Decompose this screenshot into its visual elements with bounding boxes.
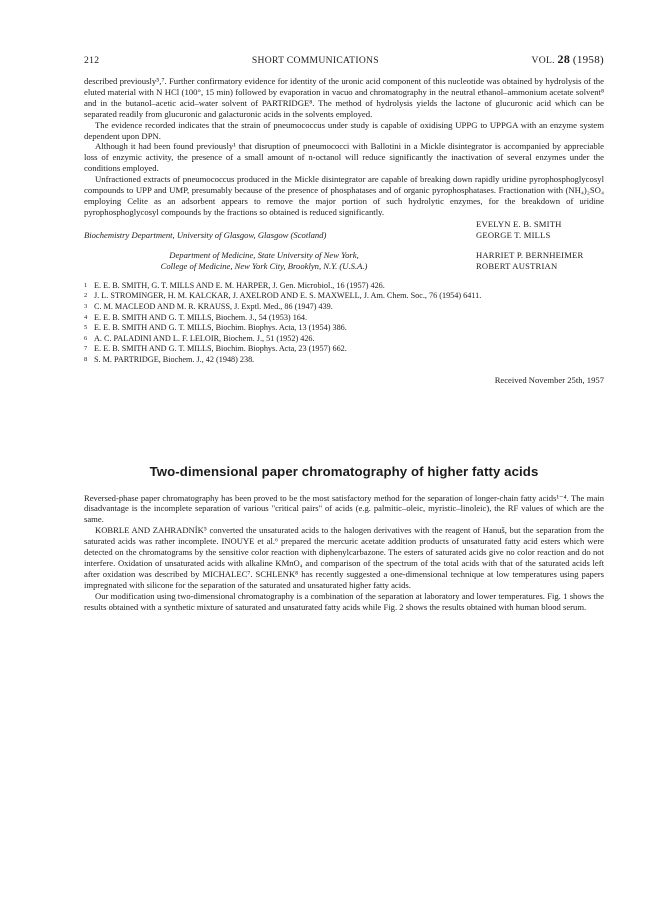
reference-text: J. L. STROMINGER, H. M. KALCKAR, J. AXELROD AND E. S. MAXWELL, J. Am. Chem. Soc., 76 (1954) 6411. — [94, 291, 482, 301]
article1-body — [84, 76, 604, 218]
reference-item — [84, 344, 604, 355]
running-title: SHORT COMMUNICATIONS — [251, 55, 379, 66]
reference-list — [84, 281, 604, 366]
affiliation: Biochemistry Department, University of Glasgow, Glasgow (Scotland) — [84, 229, 327, 240]
article-title: Two-dimensional paper chromatography of higher fatty acids — [149, 463, 539, 479]
reference-number: 8 — [84, 355, 88, 363]
paragraph: described previously⁵,⁷. Further confirmatory evidence for identity of the uronic acid component of this nucleotide was obtained by hydrolysis of the eluted material with N HCl (100°, 15 min) followed by evaporation in vacuo and chromatography in the neutral ethanol–ammonium acetate solvent⁸ and in the butanol–acetic acid–water solvent of PARTRIDGE⁸. The method of hydrolysis yields the lactone of glucuronic acid which can be separated readily from glucuronic and galacturonic acids in the solvents employed. — [84, 76, 604, 119]
page-number: 212 — [84, 55, 100, 66]
reference-number: 6 — [84, 334, 88, 342]
reference-text: E. E. B. SMITH AND G. T. MILLS, Biochem. J., 54 (1953) 164. — [94, 312, 308, 322]
running-header — [84, 52, 604, 67]
reference-item — [84, 313, 604, 324]
reference-item — [84, 291, 604, 302]
paragraph: The evidence recorded indicates that the strain of pneumococcus under study is capable of oxidising UPPG to UPPGA with an enzyme system dependent upon DPN. — [84, 119, 604, 141]
paragraph: KOBRLE AND ZAHRADNÍK⁵ converted the unsaturated acids to the halogen derivatives with the reagent of Hanuš, but the separation from the saturated acids was rather incomplete. INOUYE et al.⁶ prepared the mercuric acetate addition products of unsaturated fatty acid esters which were detected on the chromatograms by the sensitive color reaction with diphenylcarbazone. The esters of saturated acids give no color reaction and do not interfere. Oxidation of unsaturated acids with alkaline KMnO₄ and comparison of the spectrum of the total acids with that of the saturated acids left after oxidation was described by MICHALEC⁷. SCHLENK⁸ has recently suggested a one-dimensional technique at low temperatures using papers impregnated with silicone for the separation of the saturated and unsaturated higher fatty acids. — [84, 525, 604, 590]
reference-item — [84, 323, 604, 334]
article2-body — [84, 493, 604, 613]
reference-text: E. E. B. SMITH, G. T. MILLS AND E. M. HARPER, J. Gen. Microbiol., 16 (1957) 426. — [94, 280, 385, 290]
reference-text: A. C. PALADINI AND L. F. LELOIR, Biochem. J., 51 (1952) 426. — [94, 333, 315, 343]
signature-block-newyork — [84, 250, 604, 272]
journal-page — [84, 0, 604, 613]
reference-text: E. E. B. SMITH AND G. T. MILLS, Biochim. Biophys. Acta, 13 (1954) 386. — [94, 323, 347, 333]
author-name: HARRIET P. BERNHEIMER — [476, 249, 584, 260]
affiliation-line: College of Medicine, New York City, Brooklyn, N.Y. (U.S.A.) — [160, 260, 368, 271]
paragraph: Although it had been found previously¹ that disruption of pneumococci with Ballotini in a Mickle disintegrator is accompanied by appreciable loss of enzymic activity, the presence of a small amount of n-octanol will reduce significantly the inactivation of several enzymes under the conditions employed. — [84, 141, 604, 174]
paragraph: Our modification using two-dimensional chromatography is a combination of the separation at laboratory and lower temperatures. Fig. 1 shows the results obtained with a synthetic mixture of saturated and unsaturated fatty acids while Fig. 2 shows the results obtained with human blood serum. — [84, 590, 604, 612]
reference-item — [84, 334, 604, 345]
reference-text: S. M. PARTRIDGE, Biochem. J., 42 (1948) 238. — [94, 354, 255, 364]
reference-number: 1 — [84, 281, 88, 289]
reference-text: C. M. MACLEOD AND M. R. KRAUSS, J. Exptl. Med., 86 (1947) 439. — [94, 301, 333, 311]
received-date: Received November 25th, 1957 — [494, 374, 604, 385]
volume-year: (1958) — [572, 54, 604, 66]
reference-item — [84, 302, 604, 313]
reference-number: 3 — [84, 302, 88, 310]
volume-info — [532, 52, 604, 67]
reference-text: E. E. B. SMITH AND G. T. MILLS, Biochim. Biophys. Acta, 23 (1957) 662. — [94, 344, 347, 354]
author-name: ROBERT AUSTRIAN — [476, 260, 558, 271]
volume-label: VOL. — [531, 55, 555, 66]
volume-number: 28 — [557, 52, 571, 66]
paragraph: Unfractioned extracts of pneumococcus produced in the Mickle disintegrator are capable of breaking down rapidly uridine pyrophosphoglycosyl compounds to UPP and UMP, presumably because of the presence of phosphatases and of organic pyrophosphatases. Fractionation with (NH₄)₂SO₄ employing Celite as an adsorbent appears to remove the major portion of such hydrolytic enzymes, for the breakdown of uridine pyrophosphoglycosyl compounds by the fractions so obtained is reduced significantly. — [84, 174, 604, 217]
author-name: GEORGE T. MILLS — [476, 229, 551, 240]
paragraph: Reversed-phase paper chromatography has been proved to be the most satisfactory method for the separation of longer-chain fatty acids¹⁻⁴. The main disadvantage is the incomplete separation of various "critical pairs" of acids (e.g. palmitic–oleic, myristic–linoleic), the RF values of which are the same. — [84, 492, 604, 525]
reference-number: 4 — [84, 313, 88, 321]
reference-number: 5 — [84, 324, 88, 332]
affiliation-line: Department of Medicine, State University of New York, — [169, 249, 359, 260]
author-name: EVELYN E. B. SMITH — [476, 218, 562, 229]
reference-item — [84, 355, 604, 366]
reference-number: 7 — [84, 345, 88, 353]
reference-number: 2 — [84, 292, 88, 300]
reference-item — [84, 281, 604, 292]
signature-block-glasgow — [84, 219, 604, 241]
